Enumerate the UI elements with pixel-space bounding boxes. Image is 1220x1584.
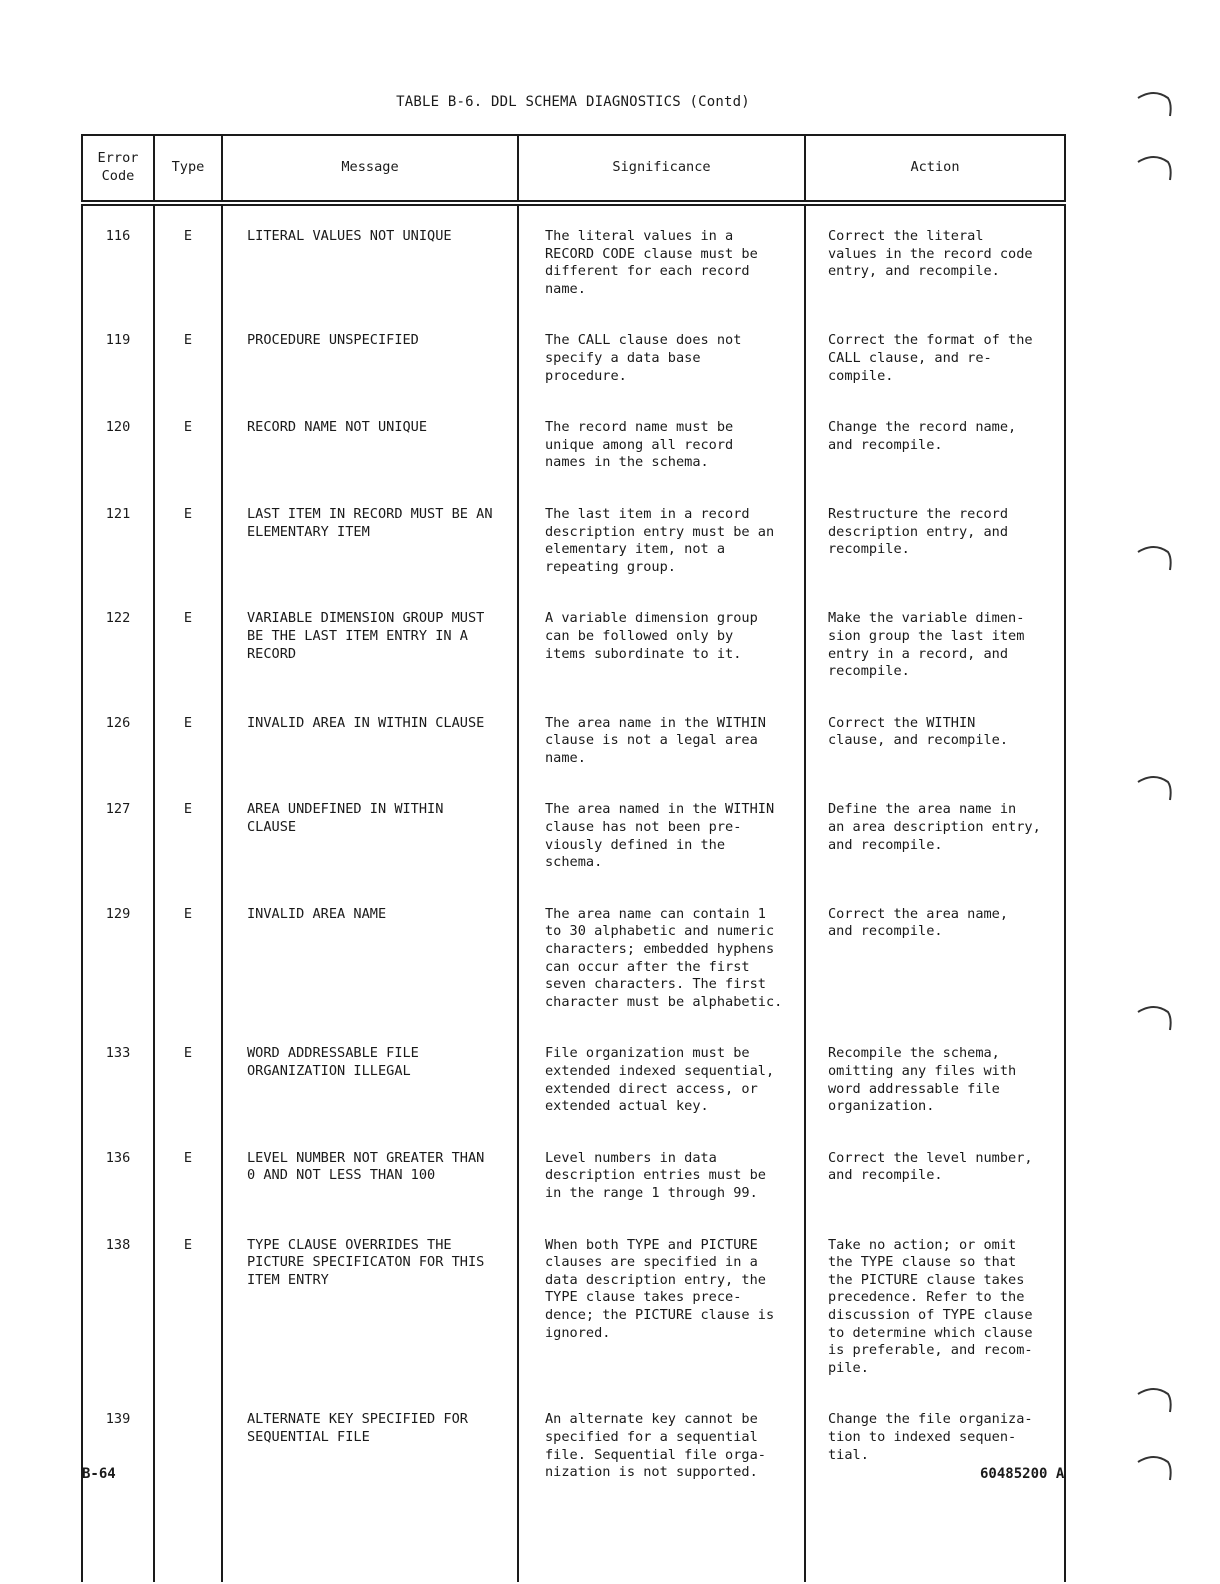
table-row [82,779,1065,883]
error-code-cell: 122 [82,588,154,692]
binder-hole-icon [1134,540,1174,574]
type-cell: E [154,310,222,397]
binder-hole-icon [1134,150,1174,184]
table-row [82,310,1065,397]
action-cell: Make the variable dimen- sion group the last item entry in a record, and recompile. [805,588,1065,692]
table-row [82,484,1065,588]
action-cell: Change the file organiza- tion to indexed sequen- tial. [805,1389,1065,1581]
table-row [82,1128,1065,1215]
significance-cell: File organization must be extended indexed sequential, extended direct access, or extended actual key. [518,1023,805,1127]
error-code-cell: 133 [82,1023,154,1127]
action-cell: Correct the literal values in the record code entry, and recompile. [805,203,1065,310]
message-cell: INVALID AREA NAME [222,884,518,1024]
action-cell: Change the record name, and recompile. [805,397,1065,484]
type-cell: E [154,484,222,588]
error-code-cell: 116 [82,203,154,310]
message-cell: WORD ADDRESSABLE FILE ORGANIZATION ILLEGAL [222,1023,518,1127]
table-row [82,588,1065,692]
page-number: B-64 [82,1466,116,1482]
header-action: Action [805,135,1065,203]
table-row [82,397,1065,484]
error-code-cell: 126 [82,693,154,780]
diagnostics-table [81,134,1066,1582]
significance-cell: The area named in the WITHIN clause has not been pre- viously defined in the schema. [518,779,805,883]
header-significance: Significance [518,135,805,203]
error-code-cell: 129 [82,884,154,1024]
header-type: Type [154,135,222,203]
type-cell: E [154,1128,222,1215]
action-cell: Restructure the record description entry, and recompile. [805,484,1065,588]
error-code-cell: 121 [82,484,154,588]
type-cell: E [154,203,222,310]
significance-cell: A variable dimension group can be followed only by items subordinate to it. [518,588,805,692]
significance-cell: When both TYPE and PICTURE clauses are specified in a data description entry, the TYPE clause takes prece- dence; the PICTURE clause is ignored. [518,1215,805,1390]
action-cell: Correct the level number, and recompile. [805,1128,1065,1215]
error-code-cell: 127 [82,779,154,883]
action-cell: Recompile the schema, omitting any files with word addressable file organization. [805,1023,1065,1127]
action-cell: Correct the area name, and recompile. [805,884,1065,1024]
type-cell: E [154,397,222,484]
significance-cell: The last item in a record description entry must be an elementary item, not a repeating group. [518,484,805,588]
header-message: Message [222,135,518,203]
binder-hole-icon [1134,1382,1174,1416]
message-cell: LITERAL VALUES NOT UNIQUE [222,203,518,310]
message-cell: LAST ITEM IN RECORD MUST BE AN ELEMENTARY ITEM [222,484,518,588]
table-row [82,1215,1065,1390]
table-title: TABLE B-6. DDL SCHEMA DIAGNOSTICS (Contd) [396,94,750,110]
type-cell: E [154,588,222,692]
type-cell: E [154,693,222,780]
type-cell: E [154,779,222,883]
significance-cell: Level numbers in data description entries must be in the range 1 through 99. [518,1128,805,1215]
binder-hole-icon [1134,1450,1174,1484]
document-number: 60485200 A [980,1466,1065,1482]
type-cell: E [154,1215,222,1390]
table-row [82,884,1065,1024]
message-cell: RECORD NAME NOT UNIQUE [222,397,518,484]
error-code-cell: 120 [82,397,154,484]
message-cell: LEVEL NUMBER NOT GREATER THAN 0 AND NOT LESS THAN 100 [222,1128,518,1215]
table-row [82,693,1065,780]
error-code-cell: 139 [82,1389,154,1581]
action-cell: Correct the format of the CALL clause, and re- compile. [805,310,1065,397]
binder-hole-icon [1134,770,1174,804]
error-code-cell: 119 [82,310,154,397]
type-cell: E [154,884,222,1024]
error-code-cell: 138 [82,1215,154,1390]
action-cell: Define the area name in an area description entry, and recompile. [805,779,1065,883]
significance-cell: The literal values in a RECORD CODE clause must be different for each record name. [518,203,805,310]
header-error-code: Error Code [82,135,154,203]
binder-hole-icon [1134,1000,1174,1034]
message-cell: TYPE CLAUSE OVERRIDES THE PICTURE SPECIFICATON FOR THIS ITEM ENTRY [222,1215,518,1390]
significance-cell: An alternate key cannot be specified for a sequential file. Sequential file orga- nization is not supported. [518,1389,805,1581]
table-row [82,203,1065,310]
message-cell: VARIABLE DIMENSION GROUP MUST BE THE LAST ITEM ENTRY IN A RECORD [222,588,518,692]
header-row [82,135,1065,203]
binder-hole-icon [1134,86,1174,120]
message-cell: INVALID AREA IN WITHIN CLAUSE [222,693,518,780]
significance-cell: The area name in the WITHIN clause is not a legal area name. [518,693,805,780]
action-cell: Correct the WITHIN clause, and recompile. [805,693,1065,780]
action-cell: Take no action; or omit the TYPE clause so that the PICTURE clause takes precedence. Refer to the discussion of TYPE clause to determine which clause is preferable, and recom- pile. [805,1215,1065,1390]
table-row [82,1023,1065,1127]
type-cell [154,1389,222,1581]
message-cell: AREA UNDEFINED IN WITHIN CLAUSE [222,779,518,883]
significance-cell: The area name can contain 1 to 30 alphabetic and numeric characters; embedded hyphens can occur after the first seven characters. The first character must be alphabetic. [518,884,805,1024]
table-row [82,1389,1065,1581]
message-cell: PROCEDURE UNSPECIFIED [222,310,518,397]
message-cell: ALTERNATE KEY SPECIFIED FOR SEQUENTIAL FILE [222,1389,518,1581]
significance-cell: The record name must be unique among all record names in the schema. [518,397,805,484]
type-cell: E [154,1023,222,1127]
error-code-cell: 136 [82,1128,154,1215]
significance-cell: The CALL clause does not specify a data base procedure. [518,310,805,397]
